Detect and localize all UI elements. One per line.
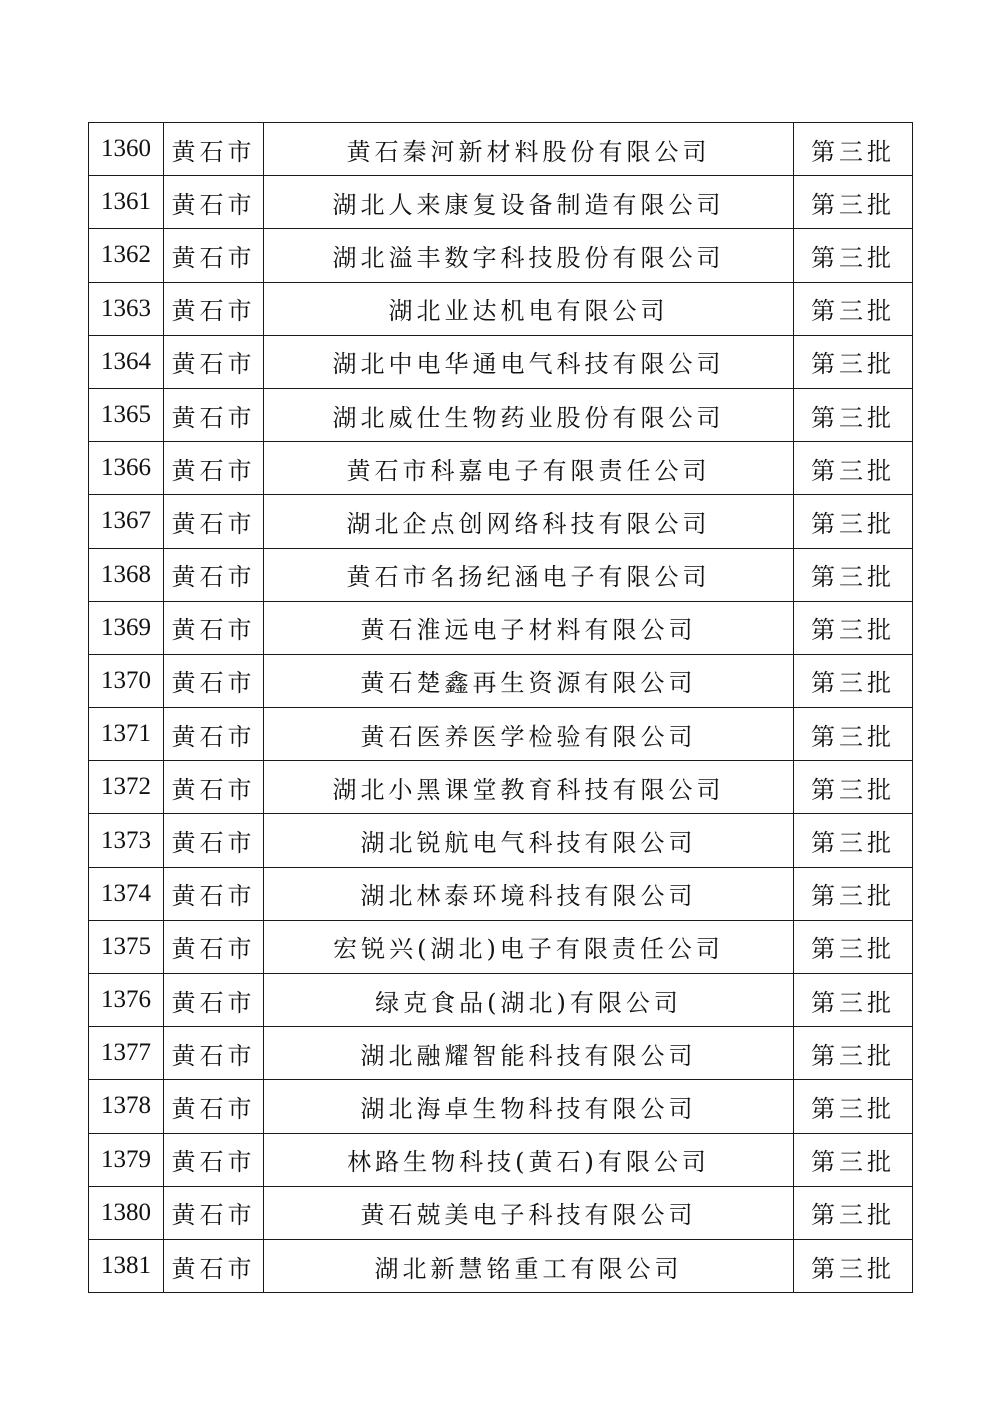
row-batch: 第三批 [794,601,913,654]
table-row [89,1027,913,1080]
row-number: 1370 [89,654,164,707]
table-row [89,1080,913,1133]
table-row [89,548,913,601]
row-batch: 第三批 [794,974,913,1027]
row-city: 黄石市 [164,123,264,176]
row-number: 1375 [89,920,164,973]
row-company: 湖北威仕生物药业股份有限公司 [264,388,794,441]
row-batch: 第三批 [794,388,913,441]
table-row [89,229,913,282]
table-row [89,1133,913,1186]
table-row [89,654,913,707]
table-row [89,282,913,335]
table-row [89,335,913,388]
row-city: 黄石市 [164,761,264,814]
table-row [89,1239,913,1292]
row-city: 黄石市 [164,1027,264,1080]
row-batch: 第三批 [794,548,913,601]
table-row [89,761,913,814]
row-city: 黄石市 [164,495,264,548]
row-batch: 第三批 [794,814,913,867]
row-number: 1366 [89,442,164,495]
table-row [89,814,913,867]
row-company: 黄石楚鑫再生资源有限公司 [264,654,794,707]
row-number: 1367 [89,495,164,548]
row-company: 湖北业达机电有限公司 [264,282,794,335]
row-city: 黄石市 [164,1080,264,1133]
row-batch: 第三批 [794,867,913,920]
table-row [89,1186,913,1239]
row-number: 1360 [89,123,164,176]
row-city: 黄石市 [164,442,264,495]
row-city: 黄石市 [164,1133,264,1186]
table-row [89,388,913,441]
table-row [89,176,913,229]
row-number: 1373 [89,814,164,867]
row-batch: 第三批 [794,1080,913,1133]
row-company: 绿克食品(湖北)有限公司 [264,974,794,1027]
row-number: 1380 [89,1186,164,1239]
row-number: 1378 [89,1080,164,1133]
row-city: 黄石市 [164,548,264,601]
row-batch: 第三批 [794,229,913,282]
enterprise-list-table [88,122,913,1293]
row-company: 湖北融耀智能科技有限公司 [264,1027,794,1080]
row-city: 黄石市 [164,1239,264,1292]
row-city: 黄石市 [164,708,264,761]
row-number: 1372 [89,761,164,814]
row-company: 黄石兢美电子科技有限公司 [264,1186,794,1239]
row-city: 黄石市 [164,335,264,388]
row-number: 1379 [89,1133,164,1186]
table-row [89,495,913,548]
row-city: 黄石市 [164,388,264,441]
row-city: 黄石市 [164,282,264,335]
row-company: 湖北中电华通电气科技有限公司 [264,335,794,388]
row-number: 1381 [89,1239,164,1292]
row-city: 黄石市 [164,1186,264,1239]
row-batch: 第三批 [794,761,913,814]
row-company: 湖北林泰环境科技有限公司 [264,867,794,920]
table-row [89,601,913,654]
row-city: 黄石市 [164,974,264,1027]
row-batch: 第三批 [794,442,913,495]
row-company: 湖北海卓生物科技有限公司 [264,1080,794,1133]
row-company: 湖北新慧铭重工有限公司 [264,1239,794,1292]
table-row [89,123,913,176]
row-company: 湖北溢丰数字科技股份有限公司 [264,229,794,282]
row-number: 1369 [89,601,164,654]
row-city: 黄石市 [164,654,264,707]
row-batch: 第三批 [794,176,913,229]
row-company: 黄石淮远电子材料有限公司 [264,601,794,654]
row-company: 宏锐兴(湖北)电子有限责任公司 [264,920,794,973]
row-batch: 第三批 [794,708,913,761]
table-row [89,974,913,1027]
row-number: 1364 [89,335,164,388]
row-city: 黄石市 [164,229,264,282]
table-row [89,442,913,495]
table-row [89,920,913,973]
row-batch: 第三批 [794,1239,913,1292]
row-number: 1371 [89,708,164,761]
row-company: 湖北锐航电气科技有限公司 [264,814,794,867]
row-company: 湖北人来康复设备制造有限公司 [264,176,794,229]
row-batch: 第三批 [794,920,913,973]
row-batch: 第三批 [794,1027,913,1080]
table-body [89,123,913,1293]
row-company: 黄石秦河新材料股份有限公司 [264,123,794,176]
row-city: 黄石市 [164,176,264,229]
row-city: 黄石市 [164,920,264,973]
row-city: 黄石市 [164,601,264,654]
row-batch: 第三批 [794,282,913,335]
table-row [89,867,913,920]
row-batch: 第三批 [794,1186,913,1239]
row-city: 黄石市 [164,867,264,920]
row-company: 黄石市名扬纪涵电子有限公司 [264,548,794,601]
table-row [89,708,913,761]
row-batch: 第三批 [794,654,913,707]
row-city: 黄石市 [164,814,264,867]
row-number: 1362 [89,229,164,282]
row-number: 1377 [89,1027,164,1080]
row-company: 湖北企点创网络科技有限公司 [264,495,794,548]
row-batch: 第三批 [794,1133,913,1186]
row-company: 黄石市科嘉电子有限责任公司 [264,442,794,495]
row-company: 湖北小黑课堂教育科技有限公司 [264,761,794,814]
row-company: 黄石医养医学检验有限公司 [264,708,794,761]
row-number: 1365 [89,388,164,441]
row-number: 1363 [89,282,164,335]
row-number: 1374 [89,867,164,920]
row-number: 1376 [89,974,164,1027]
row-number: 1368 [89,548,164,601]
row-batch: 第三批 [794,335,913,388]
row-number: 1361 [89,176,164,229]
row-batch: 第三批 [794,495,913,548]
row-company: 林路生物科技(黄石)有限公司 [264,1133,794,1186]
row-batch: 第三批 [794,123,913,176]
